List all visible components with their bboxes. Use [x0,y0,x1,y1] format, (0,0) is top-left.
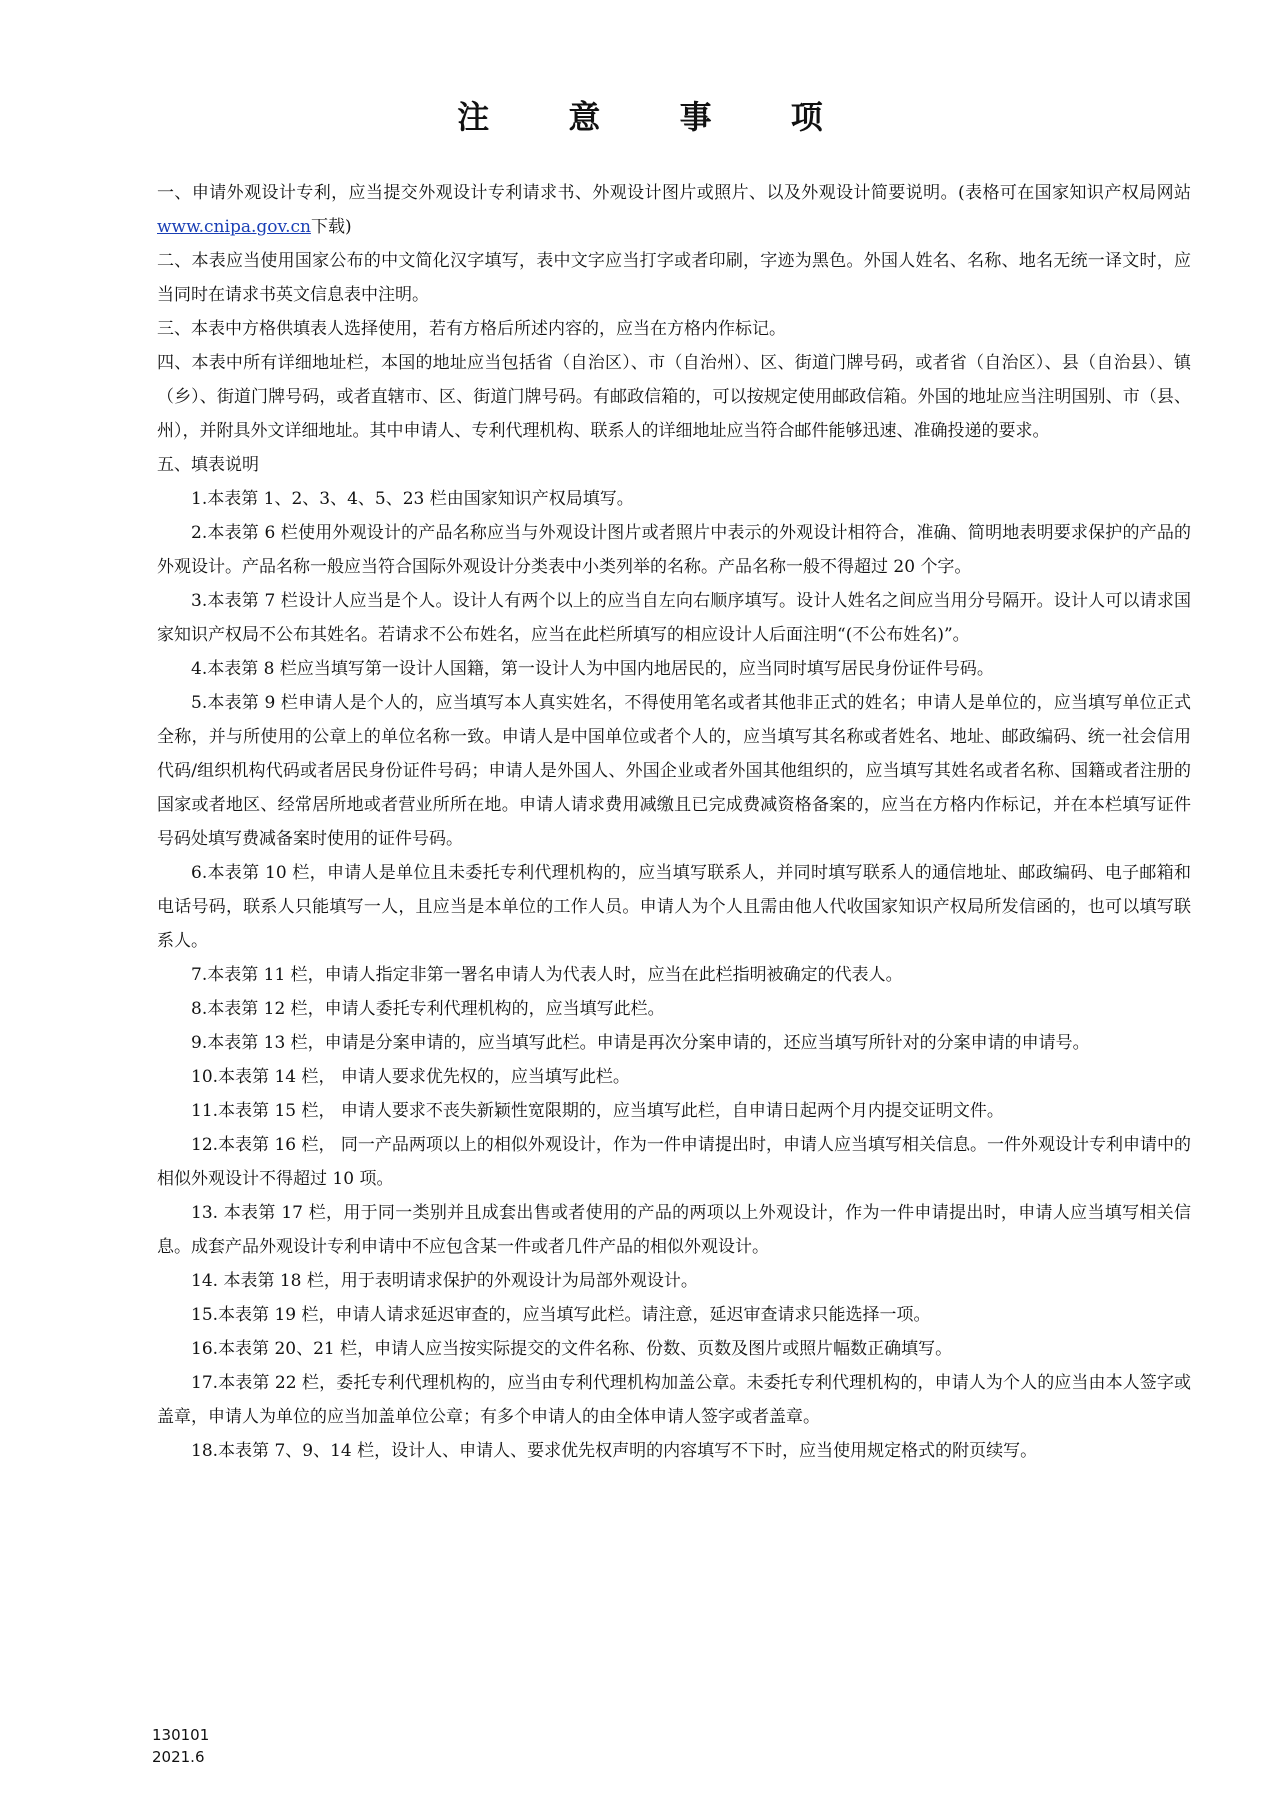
instruction-item-1: 1.本表第 1、2、3、4、5、23 栏由国家知识产权局填写。 [191,489,634,509]
instruction-item-15: 15.本表第 19 栏，申请人请求延迟审查的，应当填写此栏。请注意，延迟审查请求只能选择一项。 [191,1305,931,1325]
section-3: 三、本表中方格供填表人选择使用，若有方格后所述内容的，应当在方格内作标记。 [157,319,786,339]
instruction-item-18: 18.本表第 7、9、14 栏，设计人、申请人、要求优先权声明的内容填写不下时，应当使用规定格式的附页续写。 [191,1441,1038,1461]
instruction-item-8: 8.本表第 12 栏，申请人委托专利代理机构的，应当填写此栏。 [191,999,665,1019]
form-code: 130101 [152,1726,210,1744]
instruction-item-12: 12.本表第 16 栏， 同一产品两项以上的相似外观设计，作为一件申请提出时，申请人应当填写相关信息。一件外观设计专利申请中的相似外观设计不得超过 10 项。 [157,1135,1191,1189]
instruction-item-11: 11.本表第 15 栏， 申请人要求不丧失新颖性宽限期的，应当填写此栏，自申请日起两个月内提交证明文件。 [191,1101,1004,1121]
instruction-item-5: 5.本表第 9 栏申请人是个人的，应当填写本人真实姓名，不得使用笔名或者其他非正式的姓名；申请人是单位的，应当填写单位正式全称，并与所使用的公章上的单位名称一致。申请人是中国单位或者个人的，应当填写其名称或者姓名、地址、邮政编码、统一社会信用代码/组织机构代码或者居民身份证件号码；申请人是外国人、外国企业或者外国其他组织的，应当填写其姓名或者名称、国籍或者注册的国家或者地区、经常居所地或者营业所所在地。申请人请求费用减缴且已完成费减资格备案的，应当在方格内作标记，并在本栏填写证件号码处填写费减备案时使用的证件号码。 [157,693,1191,849]
instruction-item-17: 17.本表第 22 栏，委托专利代理机构的，应当由专利代理机构加盖公章。未委托专利代理机构的，申请人为个人的应当由本人签字或盖章，申请人为单位的应当加盖单位公章；有多个申请人的由全体申请人签字或者盖章。 [157,1373,1191,1427]
form-version: 2021.6 [152,1748,205,1766]
instruction-item-13: 13. 本表第 17 栏，用于同一类别并且成套出售或者使用的产品的两项以上外观设计，作为一件申请提出时，申请人应当填写相关信息。成套产品外观设计专利申请中不应包含某一件或者几件产品的相似外观设计。 [157,1203,1191,1257]
cnipa-website-link[interactable]: www.cnipa.gov.cn [157,217,311,237]
instruction-item-2: 2.本表第 6 栏使用外观设计的产品名称应当与外观设计图片或者照片中表示的外观设计相符合，准确、简明地表明要求保护的产品的外观设计。产品名称一般应当符合国际外观设计分类表中小类列举的名称。产品名称一般不得超过 20 个字。 [157,523,1191,577]
section-1 [157,176,1191,244]
form-footer [152,1724,209,1768]
notice-content [157,176,1191,1468]
section-1-suffix: 下载) [310,217,352,237]
section-2: 二、本表应当使用国家公布的中文简化汉字填写，表中文字应当打字或者印刷，字迹为黑色。外国人姓名、名称、地名无统一译文时，应当同时在请求书英文信息表中注明。 [157,251,1191,305]
instruction-item-4: 4.本表第 8 栏应当填写第一设计人国籍，第一设计人为中国内地居民的，应当同时填写居民身份证件号码。 [191,659,994,679]
instruction-item-6: 6.本表第 10 栏，申请人是单位且未委托专利代理机构的，应当填写联系人，并同时填写联系人的通信地址、邮政编码、电子邮箱和电话号码，联系人只能填写一人，且应当是本单位的工作人员。申请人为个人且需由他人代收国家知识产权局所发信函的，也可以填写联系人。 [157,863,1191,951]
instruction-item-16: 16.本表第 20、21 栏，申请人应当按实际提交的文件名称、份数、页数及图片或照片幅数正确填写。 [191,1339,953,1359]
page-title: 注 意 事 项 [457,98,857,136]
instruction-item-10: 10.本表第 14 栏， 申请人要求优先权的，应当填写此栏。 [191,1067,630,1087]
instruction-item-3: 3.本表第 7 栏设计人应当是个人。设计人有两个以上的应当自左向右顺序填写。设计人姓名之间应当用分号隔开。设计人可以请求国家知识产权局不公布其姓名。若请求不公布姓名，应当在此栏所填写的相应设计人后面注明“(不公布姓名)”。 [157,591,1191,645]
instruction-item-14: 14. 本表第 18 栏，用于表明请求保护的外观设计为局部外观设计。 [191,1271,698,1291]
section-5-heading: 五、填表说明 [157,455,259,475]
section-4: 四、本表中所有详细地址栏，本国的地址应当包括省（自治区）、市（自治州）、区、街道门牌号码，或者省（自治区）、县（自治县）、镇（乡）、街道门牌号码，或者直辖市、区、街道门牌号码。有邮政信箱的，可以按规定使用邮政信箱。外国的地址应当注明国别、市（县、州），并附具外文详细地址。其中申请人、专利代理机构、联系人的详细地址应当符合邮件能够迅速、准确投递的要求。 [157,353,1191,441]
instruction-item-9: 9.本表第 13 栏，申请是分案申请的，应当填写此栏。申请是再次分案申请的，还应当填写所针对的分案申请的申请号。 [191,1033,1090,1053]
instruction-item-7: 7.本表第 11 栏，申请人指定非第一署名申请人为代表人时，应当在此栏指明被确定的代表人。 [191,965,903,985]
section-1-text: 一、申请外观设计专利，应当提交外观设计专利请求书、外观设计图片或照片、以及外观设计简要说明。(表格可在国家知识产权局网站 [157,183,1191,203]
